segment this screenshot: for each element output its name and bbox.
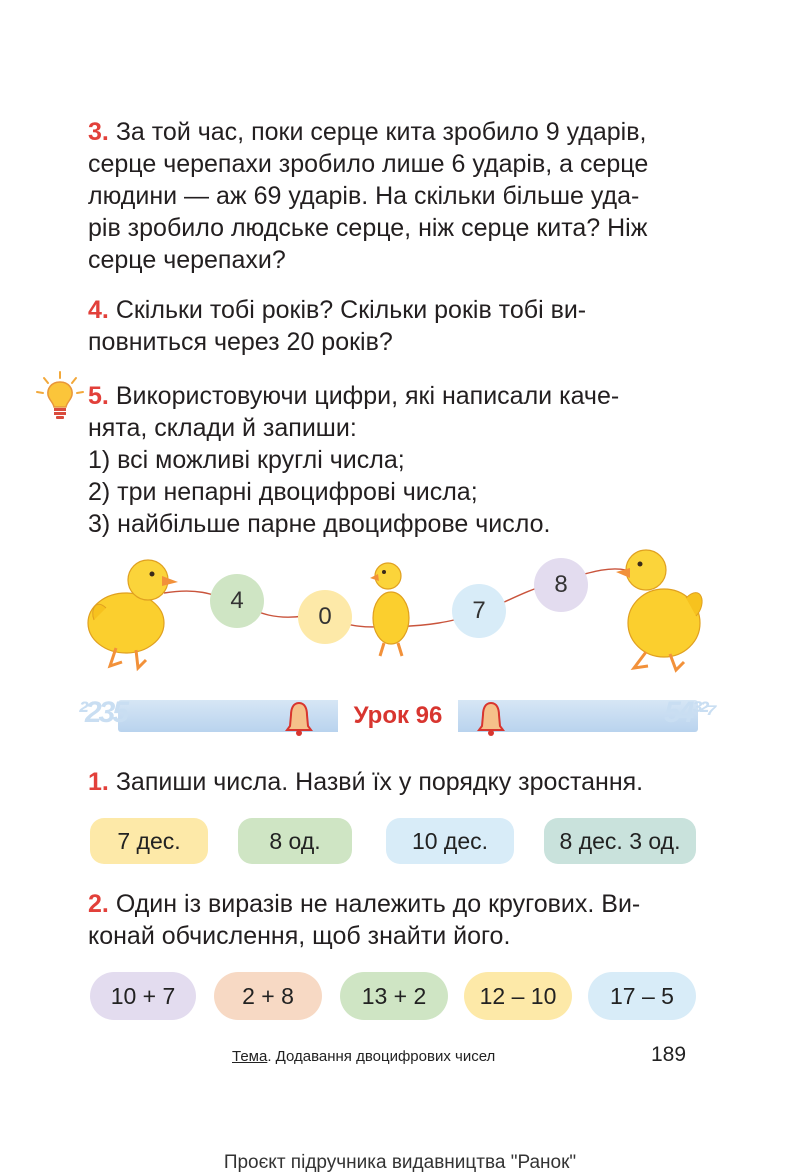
lesson-task-1-number: 1.: [88, 768, 109, 796]
lesson-title: Урок 96: [338, 696, 458, 736]
task-3-line: За той час, поки серце кита зробило 9 ударів,: [115, 118, 647, 146]
lesson-task-2-paragraph: [88, 888, 696, 952]
digit-bubble: 4: [210, 574, 264, 628]
digit-bubble: 0: [298, 590, 352, 644]
task-3-number: 3.: [88, 118, 109, 146]
expression-card: 17 – 5: [588, 972, 696, 1020]
lesson-task-1-paragraph: [88, 766, 696, 798]
task-3-line: рів зробило людське серце, ніж серце кита? Ніж: [88, 214, 648, 242]
task-5-option: 3) найбільше парне двоцифрове число.: [88, 510, 551, 538]
duckling-middle: [370, 563, 409, 656]
page-number: 189: [651, 1043, 687, 1066]
bell-icon: [284, 700, 314, 736]
number-card: 7 дес.: [90, 818, 208, 864]
task-5-option: 2) три непарні двоцифрові числа;: [88, 478, 478, 506]
task-4-paragraph: [88, 294, 696, 358]
lesson-task-2-line: конай обчислення, щоб знайти його.: [88, 922, 511, 950]
task-3-line: серце черепахи?: [88, 246, 286, 274]
number-card: 10 дес.: [386, 818, 514, 864]
footer-topic-text: . Додавання двоцифрових чисел: [267, 1048, 496, 1065]
task-5-line: Використовуючи цифри, які написали каче-: [115, 382, 620, 410]
task-4-number: 4.: [88, 296, 109, 324]
lesson-task-1-text: Запиши числа. Назви́ їх у порядку зростання.: [115, 768, 644, 796]
lesson-task-2-number: 2.: [88, 890, 109, 918]
ducklings-illustration: [86, 548, 706, 678]
footer-topic: [232, 1048, 495, 1065]
expression-card: 13 + 2: [340, 972, 448, 1020]
lesson-banner: [78, 696, 718, 736]
task-4-line: Скільки тобі років? Скільки років тобі ви-: [115, 296, 587, 324]
banner-decoration-right: 54³²⁷: [664, 696, 714, 729]
ducklings-drawing: [86, 548, 706, 678]
number-card: 8 дес. 3 од.: [544, 818, 696, 864]
digit-bubble: 8: [534, 558, 588, 612]
task-5-number: 5.: [88, 382, 109, 410]
duckling-left: [88, 560, 178, 668]
task-3-line: людини — аж 69 ударів. На скільки більше уда-: [88, 182, 640, 210]
task-3-line: серце черепахи зробило лише 6 ударів, а серце: [88, 150, 649, 178]
expression-card: 2 + 8: [214, 972, 322, 1020]
expression-card: 12 – 10: [464, 972, 572, 1020]
task-5-paragraph: [88, 380, 696, 540]
digit-bubble: 7: [452, 584, 506, 638]
expression-card: 10 + 7: [90, 972, 196, 1020]
banner-decoration-left: ²235: [78, 696, 127, 729]
task-4-line: повниться через 20 років?: [88, 328, 393, 356]
lightbulb-icon: [34, 370, 86, 422]
task-3-paragraph: [88, 116, 696, 276]
task-5-option: 1) всі можливі круглі числа;: [88, 446, 405, 474]
footer-topic-label: Тема: [232, 1048, 268, 1065]
bell-icon: [476, 700, 506, 736]
task-5-line: нята, склади й запиши:: [88, 414, 357, 442]
lesson-task-2-line: Один із виразів не належить до кругових. Ви-: [115, 890, 641, 918]
duckling-right: [616, 550, 702, 670]
publisher-note: Проєкт підручника видавництва "Ранок": [223, 1152, 577, 1173]
number-card: 8 од.: [238, 818, 352, 864]
